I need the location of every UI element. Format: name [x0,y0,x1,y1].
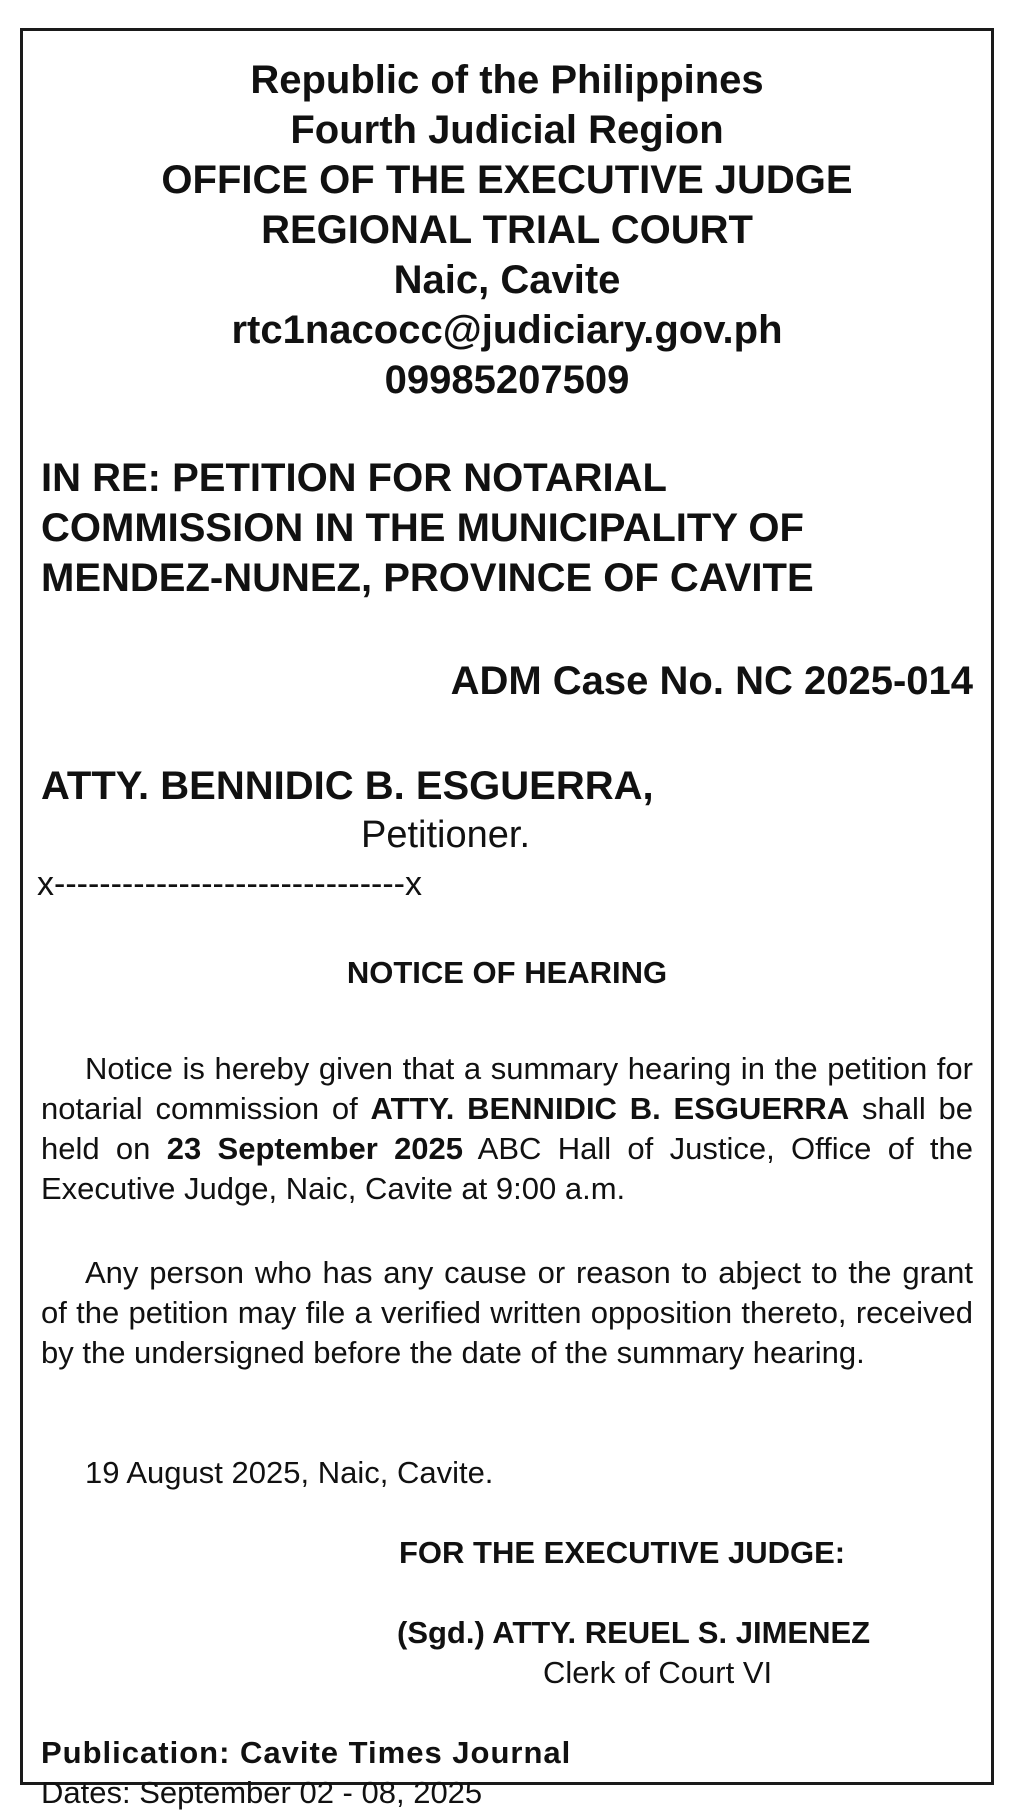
publication-dates: Dates: September 02 - 08, 2025 [41,1775,483,1810]
issue-date: 19 August 2025, Naic, Cavite. [85,1455,494,1490]
hearing-text-2: shall be held on [41,1091,973,1166]
header-region: Fourth Judicial Region [290,108,724,152]
opposition-text: Any person who has any cause or reason to abject to the grant of the petition may file a verified written opposition thereto, received by the undersigned before the date of the summary hearing. [41,1255,973,1370]
publication-name: Publication: Cavite Times Journal [41,1735,572,1770]
hearing-date: 23 September 2025 [166,1131,464,1166]
caption-line-1: IN RE: PETITION FOR NOTARIAL [41,456,667,500]
header-email: rtc1nacocc@judiciary.gov.ph [231,308,783,352]
header-court: REGIONAL TRIAL COURT [261,208,753,252]
header-republic: Republic of the Philippines [250,58,764,102]
for-executive-judge: FOR THE EXECUTIVE JUDGE: [399,1535,846,1570]
caption-separator: x-------------------------------x [37,865,422,903]
notice-title: NOTICE OF HEARING [346,955,668,990]
caption-line-3: MENDEZ-NUNEZ, PROVINCE OF CAVITE [41,556,814,600]
caption-line-2: COMMISSION IN THE MUNICIPALITY OF [41,506,804,550]
hearing-text-1: Notice is hereby given that a summary hearing in the petition for notarial commission of [41,1051,973,1126]
hearing-paragraph [41,1049,973,1209]
hearing-text-3: ABC Hall of Justice, Office of the Executive Judge, Naic, Cavite at 9:00 a.m. [41,1131,973,1206]
signatory-position: Clerk of Court VI [543,1655,773,1690]
petitioner-name: ATTY. BENNIDIC B. ESGUERRA, [41,764,654,808]
hearing-petitioner-name: ATTY. BENNIDIC B. ESGUERRA [370,1091,850,1126]
court-header [23,55,991,405]
opposition-paragraph [41,1253,973,1373]
notice-border [20,28,994,1810]
header-office: OFFICE OF THE EXECUTIVE JUDGE [161,158,853,202]
petitioner-role: Petitioner. [361,814,530,856]
signatory-name: (Sgd.) ATTY. REUEL S. JIMENEZ [397,1615,871,1650]
header-location: Naic, Cavite [393,258,621,302]
case-caption [41,453,814,603]
header-phone: 09985207509 [384,358,630,402]
case-number: ADM Case No. NC 2025-014 [450,659,973,703]
